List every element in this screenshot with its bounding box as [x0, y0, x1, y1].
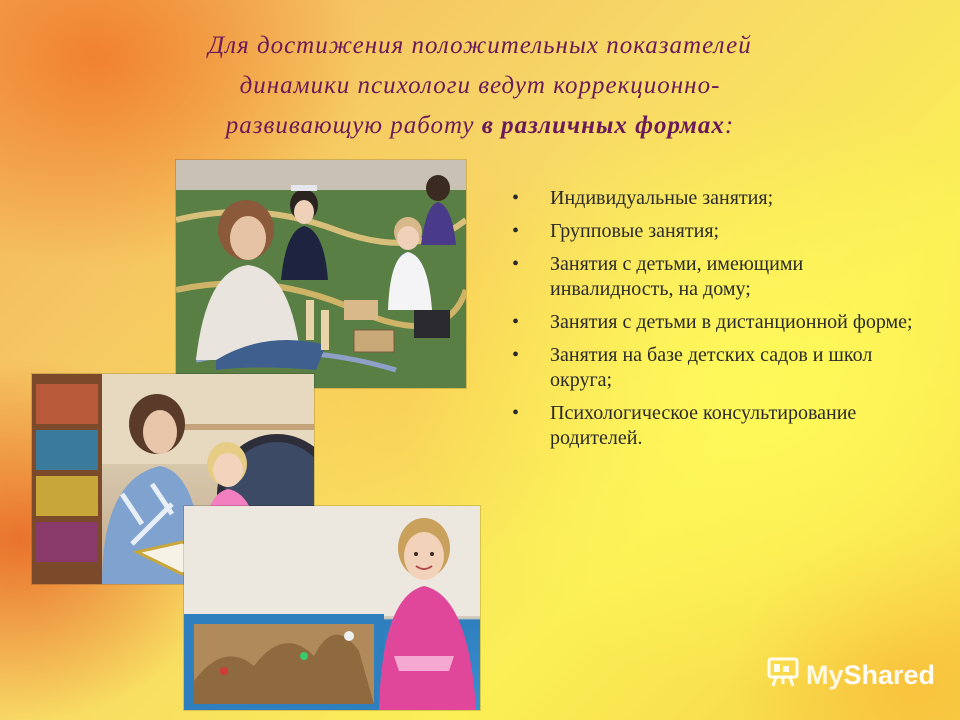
- list-item: [510, 219, 930, 244]
- sand-tray-illustration: [184, 506, 480, 710]
- title-line-2: динамики психологи ведут коррекционно-: [239, 72, 721, 99]
- bullet-dot: •: [512, 402, 520, 424]
- watermark-shared: Shared: [843, 659, 936, 690]
- title-colon: :: [724, 112, 735, 139]
- list-item: [510, 186, 930, 211]
- title-line-1: Для достижения положительных показателей: [208, 32, 752, 59]
- activity-list: [510, 186, 930, 459]
- slide-title: [60, 26, 900, 146]
- list-item-text: Психологическое консультирование родителей.: [550, 402, 857, 449]
- title-line-3: [60, 106, 900, 146]
- myshared-watermark: [766, 655, 936, 695]
- bullet-dot: •: [512, 220, 520, 242]
- bullet-dot: •: [512, 311, 520, 333]
- watermark-my: My: [806, 659, 844, 690]
- watermark-text: [806, 660, 935, 691]
- bullet-dot: •: [512, 344, 520, 366]
- sand-therapy-photo: [184, 506, 480, 710]
- list-item: [510, 401, 930, 451]
- list-item-text: Занятия с детьми в дистанционной форме;: [550, 311, 913, 333]
- bullet-dot: •: [512, 253, 520, 275]
- list-item-text: Занятия на базе детских садов и школ округа;: [550, 344, 873, 391]
- group-session-photo: [176, 160, 466, 388]
- list-item: [510, 252, 930, 302]
- list-item-text: Индивидуальные занятия;: [550, 187, 774, 209]
- list-item: [510, 343, 930, 393]
- title-line-3-normal: развивающую работу: [225, 112, 475, 139]
- list-item-text: Занятия с детьми, имеющими инвалидность, на дому;: [550, 253, 804, 300]
- presentation-board-icon: [766, 655, 800, 696]
- bullet-dot: •: [512, 187, 520, 209]
- group-session-illustration: [176, 160, 466, 388]
- list-item: [510, 310, 930, 335]
- list-item-text: Групповые занятия;: [550, 220, 720, 242]
- title-line-3-bold: в различных формах: [481, 112, 725, 139]
